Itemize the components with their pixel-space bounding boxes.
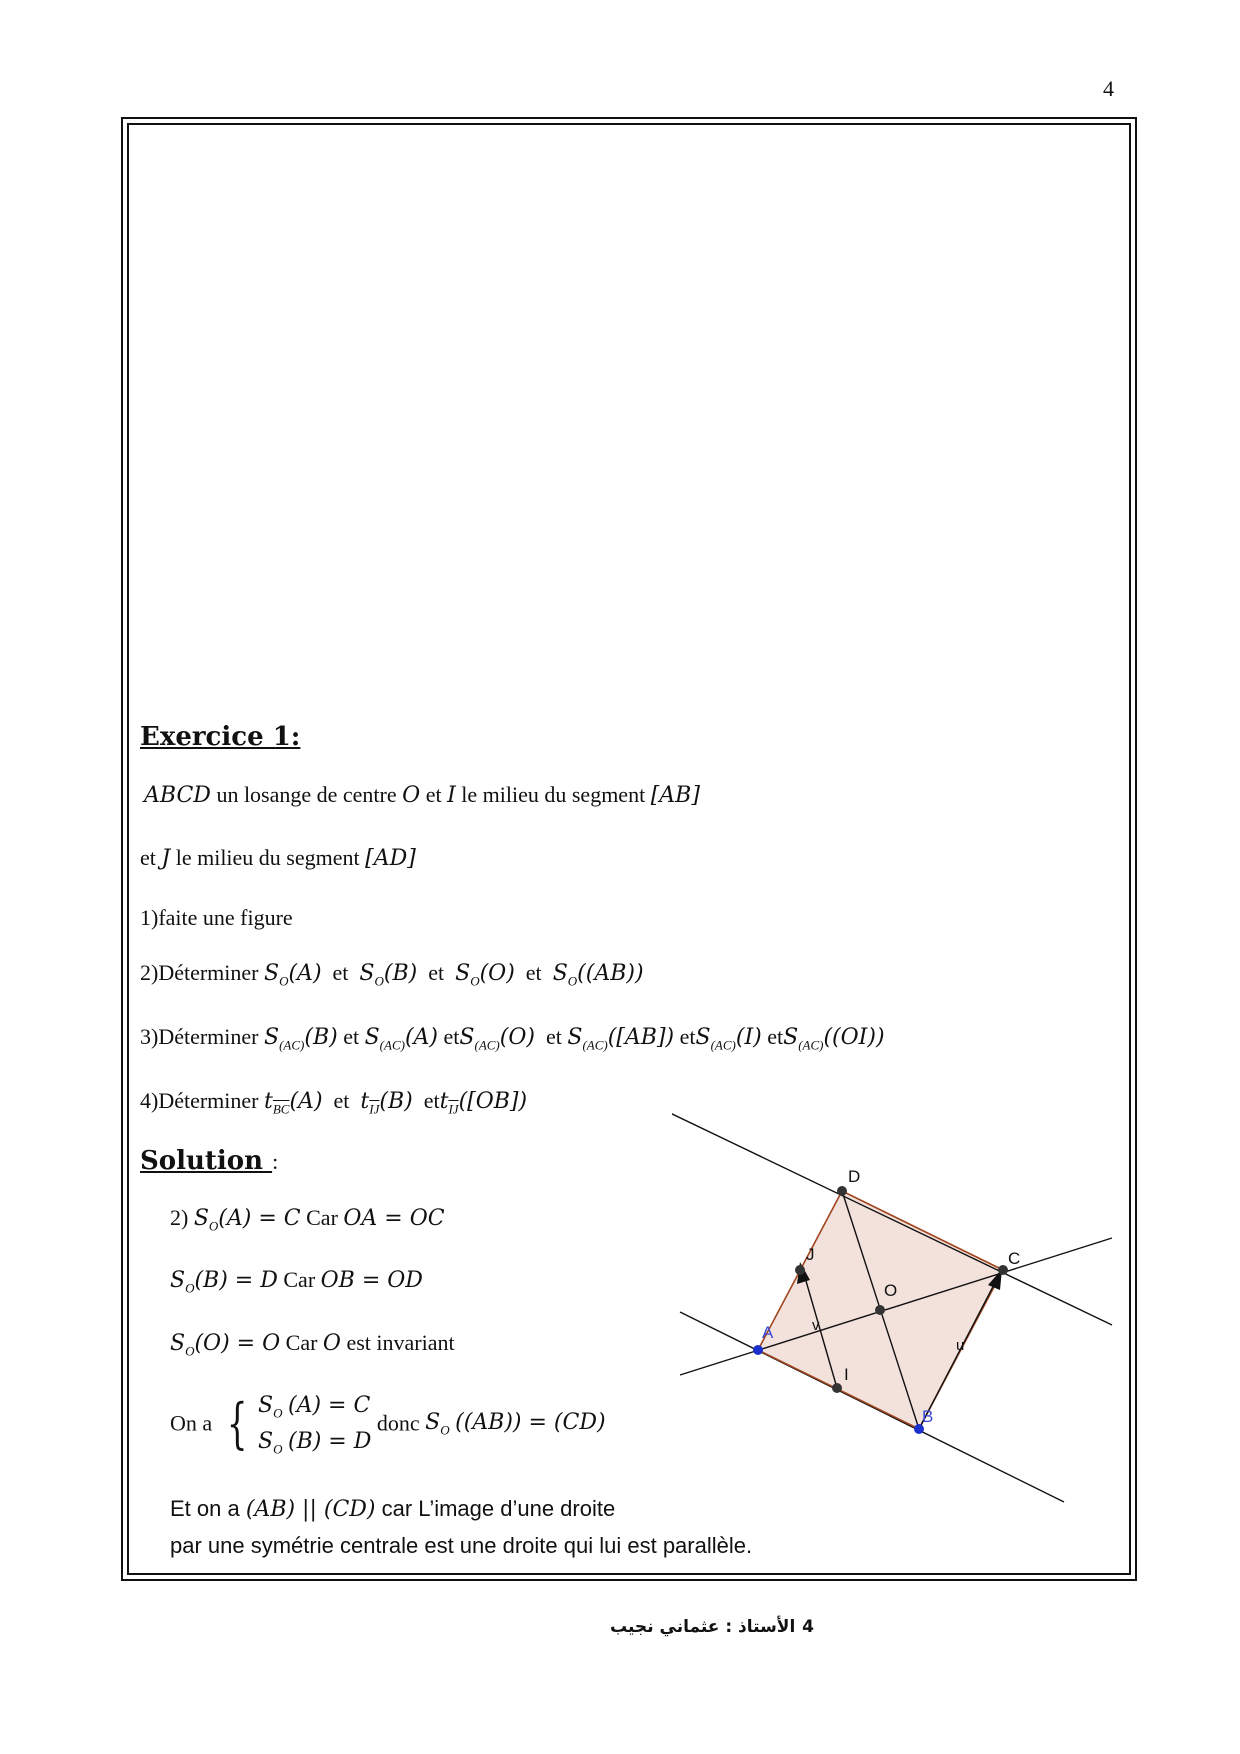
sub: (AC) xyxy=(798,1037,824,1053)
s: S xyxy=(783,1025,799,1050)
text: Car xyxy=(277,1267,321,1292)
sub: O xyxy=(279,973,289,989)
label-b: B xyxy=(922,1407,934,1426)
and: et xyxy=(545,1024,562,1049)
exercise-line-2 xyxy=(140,845,416,871)
and: et xyxy=(332,960,349,985)
var-o: O xyxy=(402,783,421,808)
and: et xyxy=(428,960,445,985)
page-number-top: 4 xyxy=(1103,76,1114,101)
brace: { xyxy=(226,1391,248,1455)
text: est invariant xyxy=(340,1330,455,1355)
text: donc xyxy=(371,1410,426,1436)
sub: IJ xyxy=(448,1101,459,1117)
s: S xyxy=(459,1025,475,1050)
arg: (A) xyxy=(288,961,322,986)
s: S xyxy=(193,1206,209,1231)
arg: (O) xyxy=(499,1025,535,1050)
point-a xyxy=(753,1345,763,1355)
and: et xyxy=(423,1088,440,1113)
arg: (A) xyxy=(289,1089,323,1114)
label-v: v xyxy=(812,1317,820,1334)
sub: O xyxy=(470,973,480,989)
sub: O xyxy=(567,973,578,989)
point-j xyxy=(795,1265,805,1275)
s: S xyxy=(552,961,568,986)
s: S xyxy=(359,961,375,986)
footer-author: الأستاذ : عثماني نجيب xyxy=(610,1617,796,1637)
result xyxy=(425,1409,606,1438)
t: t xyxy=(360,1089,370,1114)
solution-line-3 xyxy=(170,1330,455,1359)
point-c xyxy=(998,1265,1008,1275)
s: S xyxy=(258,1393,274,1418)
text: le milieu du segment xyxy=(455,782,651,807)
eq: (B) = D xyxy=(287,1428,372,1454)
footer xyxy=(600,1617,820,1645)
exercise-title: Exercice 1: xyxy=(140,722,301,752)
arg: (B) xyxy=(304,1025,338,1050)
text: On a xyxy=(170,1410,218,1436)
sub: O xyxy=(185,1343,195,1359)
system-line-1 xyxy=(258,1388,371,1424)
text: et xyxy=(420,782,448,807)
s: S xyxy=(695,1025,711,1050)
and: et xyxy=(767,1024,784,1049)
sub: (AC) xyxy=(474,1037,500,1053)
text: 2) xyxy=(170,1205,194,1230)
text: car L’image d’une droite xyxy=(375,1496,616,1521)
arg: (O) xyxy=(479,961,515,986)
sub: O xyxy=(273,1440,283,1456)
arg: (O) xyxy=(194,1331,230,1356)
label-a: A xyxy=(762,1323,774,1342)
colon: : xyxy=(272,1149,279,1174)
eq: = D xyxy=(227,1268,278,1293)
sub: O xyxy=(440,1422,450,1438)
label-i: I xyxy=(844,1365,849,1384)
and: et xyxy=(343,1024,360,1049)
s: S xyxy=(170,1268,186,1293)
arg: ((AB)) xyxy=(577,961,644,986)
label-j: J xyxy=(806,1245,815,1264)
arg: (A) xyxy=(404,1025,439,1050)
and: et xyxy=(679,1024,696,1049)
footer-page-number: 4 xyxy=(802,1617,814,1637)
arg: (I) xyxy=(735,1025,762,1050)
parallel-relation: (AB) || (CD) xyxy=(245,1497,376,1522)
var-o: O xyxy=(322,1331,341,1356)
exercise-title-line xyxy=(140,722,300,752)
solution-title-line xyxy=(140,1146,278,1176)
text: Car xyxy=(300,1205,344,1230)
s: S xyxy=(264,961,280,986)
q2-label: 2)Déterminer xyxy=(140,960,264,985)
solution-line-2 xyxy=(170,1267,423,1296)
question-2 xyxy=(140,960,644,989)
label-c: C xyxy=(1008,1249,1021,1268)
sub: O xyxy=(374,973,384,989)
arg: ([OB]) xyxy=(458,1089,528,1114)
arg: (B) xyxy=(379,1089,413,1114)
question-4 xyxy=(140,1088,527,1117)
relation: OB = OD xyxy=(320,1268,423,1293)
sub: (AC) xyxy=(379,1037,405,1053)
question-3 xyxy=(140,1024,885,1053)
s: S xyxy=(567,1025,583,1050)
t: t xyxy=(264,1089,273,1114)
and: et xyxy=(443,1024,460,1049)
exercise-line-1 xyxy=(144,782,700,808)
relation: OA = OC xyxy=(343,1206,445,1231)
var-j: J xyxy=(161,846,171,871)
solution-line-5 xyxy=(170,1496,615,1522)
s: S xyxy=(170,1331,186,1356)
point-i xyxy=(832,1383,842,1393)
var-abcd: ABCD xyxy=(144,783,211,808)
point-d xyxy=(837,1186,847,1196)
solution-line-4 xyxy=(170,1388,606,1459)
eq: = C xyxy=(251,1206,301,1231)
and: et xyxy=(525,960,542,985)
sub: BC xyxy=(272,1101,290,1117)
s: S xyxy=(264,1025,280,1050)
system-line-2 xyxy=(258,1424,371,1460)
sub: (AC) xyxy=(582,1037,608,1053)
solution-line-1 xyxy=(170,1205,445,1234)
text: un losange de centre xyxy=(210,782,403,807)
sub: (AC) xyxy=(279,1037,305,1053)
solution-title: Solution xyxy=(140,1146,273,1176)
s: S xyxy=(455,961,471,986)
s: S xyxy=(258,1428,274,1454)
q4-label: 4)Déterminer xyxy=(140,1088,264,1113)
arg: ((OI)) xyxy=(823,1025,885,1050)
eq: (A) = C xyxy=(287,1393,371,1418)
sub: O xyxy=(208,1218,219,1234)
label-u: u xyxy=(956,1337,965,1354)
label-d: D xyxy=(848,1167,861,1186)
segment-ad: [AD] xyxy=(365,846,416,871)
t: t xyxy=(439,1089,449,1114)
arg: (B) xyxy=(383,961,418,986)
q3-label: 3)Déterminer xyxy=(140,1024,264,1049)
label-o: O xyxy=(884,1281,898,1300)
segment-ab: [AB] xyxy=(650,783,700,808)
arg: ([AB]) xyxy=(607,1025,675,1050)
var-i: I xyxy=(447,783,456,808)
eq: = O xyxy=(229,1331,281,1356)
arg: (A) xyxy=(218,1206,252,1231)
eq: ((AB)) = (CD) xyxy=(455,1409,606,1435)
text: et xyxy=(140,845,162,870)
s: S xyxy=(425,1409,441,1435)
sub: O xyxy=(185,1280,195,1296)
and: et xyxy=(333,1088,350,1113)
sub: IJ xyxy=(369,1101,380,1117)
solution-line-6: par une symétrie centrale est une droite qui lui est parallèle. xyxy=(170,1533,753,1558)
arg: (B) xyxy=(194,1268,228,1293)
text: le milieu du segment xyxy=(170,845,366,870)
sub: (AC) xyxy=(710,1037,736,1053)
sub: O xyxy=(273,1405,283,1421)
geometry-figure xyxy=(672,1112,1124,1508)
s: S xyxy=(364,1025,380,1050)
point-o xyxy=(875,1305,885,1315)
system xyxy=(258,1388,371,1459)
text: Car xyxy=(280,1330,323,1355)
text: Et on a xyxy=(170,1496,246,1521)
question-1: 1)faite une figure xyxy=(140,905,293,930)
